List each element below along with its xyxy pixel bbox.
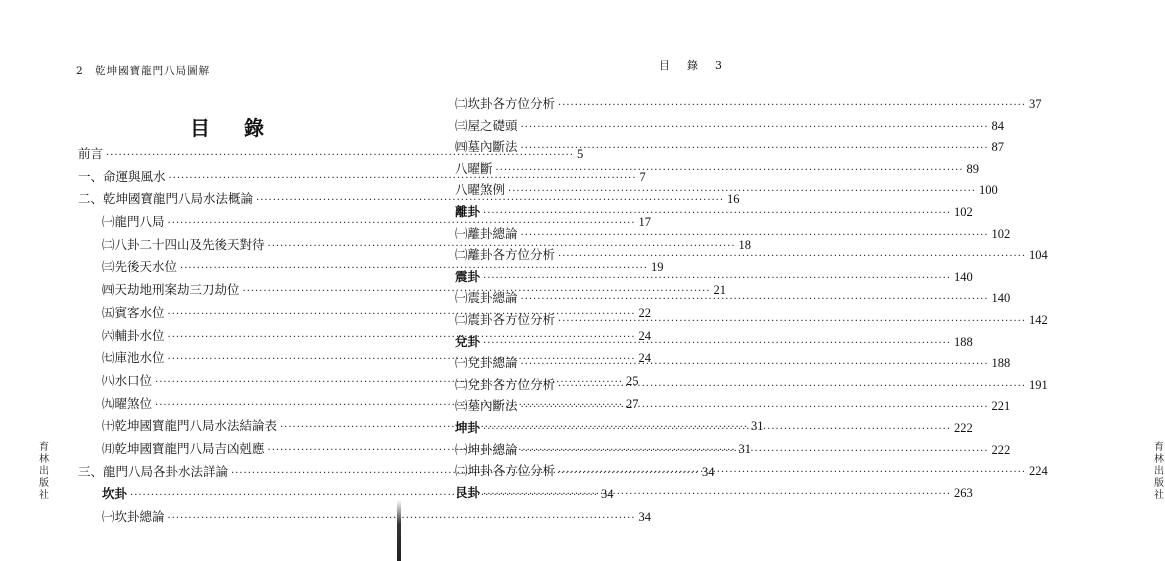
toc-entry-label: 震卦 <box>455 268 481 284</box>
toc-entry-page-number: 34 <box>601 487 614 502</box>
toc-entry-label: 前言 <box>78 146 104 161</box>
toc-dot-leader <box>558 462 1026 484</box>
toc-entry <box>455 266 973 288</box>
toc-entry-page-number: 100 <box>979 183 998 198</box>
toc-entry <box>455 352 1011 374</box>
toc-entry-label: ㈥輔卦水位 <box>102 327 165 343</box>
toc-entry-page-number: 84 <box>991 118 1005 133</box>
toc-entry-page-number: 5 <box>577 147 584 161</box>
toc-dot-leader <box>558 246 1026 268</box>
toc-dot-leader <box>521 441 989 463</box>
toc-entry <box>455 460 1048 482</box>
toc-entry-page-number: 140 <box>991 291 1011 306</box>
toc-dot-leader <box>521 289 989 311</box>
toc-entry-label: ㈢先後天水位 <box>102 259 178 275</box>
toc-entry <box>455 482 973 504</box>
toc-dot-leader <box>483 419 951 441</box>
toc-entry <box>455 115 1005 137</box>
toc-entry-label: 八曜煞例 <box>455 182 506 198</box>
toc-entry-page-number: 18 <box>738 237 752 252</box>
toc-entry-label: ㈡坤卦各方位分析 <box>455 463 556 479</box>
toc-entry-label: 坤卦 <box>455 419 481 435</box>
toc-entry-page-number: 191 <box>1029 377 1048 392</box>
toc-dot-leader <box>521 138 989 160</box>
toc-entry-label: 艮卦 <box>455 484 481 500</box>
toc-entry-page-number: 140 <box>954 269 973 284</box>
toc-title: 目錄 <box>190 116 298 140</box>
toc-entry-page-number: 87 <box>991 140 1005 155</box>
toc-entry-page-number: 21 <box>713 283 727 298</box>
toc-entry-label: ㈧水口位 <box>102 372 153 388</box>
toc-dot-leader <box>558 95 1026 117</box>
toc-entry-page-number: 222 <box>954 420 973 435</box>
toc-entry-label: ㈡震卦各方位分析 <box>455 311 556 327</box>
toc-entry-page-number: 34 <box>638 510 652 524</box>
toc-entry-label: ㈤賓客水位 <box>102 304 165 320</box>
toc-entry-page-number: 188 <box>954 334 973 349</box>
toc-entry-page-number: 263 <box>954 485 973 500</box>
toc-entry-page-number: 19 <box>651 260 664 275</box>
toc-entry-label: ㈠離卦總論 <box>455 225 518 241</box>
toc-dot-leader <box>483 268 951 290</box>
toc-dot-leader <box>483 484 951 506</box>
toc-entry-page-number: 89 <box>966 161 980 176</box>
toc-entry-label: 坎卦 <box>102 486 128 502</box>
toc-entry-label: 一、命運與風水 <box>78 168 166 184</box>
toc-entry <box>455 158 980 180</box>
toc-entry-page-number: 31 <box>738 441 752 456</box>
toc-entry-label: ㈡坎卦各方位分析 <box>455 96 556 111</box>
toc-entry-label: 兌卦 <box>455 333 481 349</box>
right-page-header: 目 錄 3 <box>659 59 725 72</box>
toc-entry-page-number: 7 <box>639 169 646 184</box>
toc-dot-leader <box>508 181 976 203</box>
toc-entry-label: ㈡兌卦各方位分析 <box>455 376 556 392</box>
toc-entry-page-number: 31 <box>751 419 764 434</box>
toc-entry-page-number: 17 <box>638 215 652 230</box>
toc-entry-page-number: 224 <box>1029 464 1048 479</box>
toc-dot-leader <box>521 397 989 419</box>
toc-entry-label: ㈨曜煞位 <box>102 395 153 411</box>
toc-entry-label: ㈢屋之礎頭 <box>455 117 518 133</box>
toc-dot-leader <box>521 354 989 376</box>
toc-entry-label: ㈡離卦各方位分析 <box>455 247 556 263</box>
toc-entry-label: 八曜斷 <box>455 160 493 176</box>
toc-entry-label: ㈠震卦總論 <box>455 290 518 306</box>
toc-entry <box>455 93 1042 115</box>
toc-entry-label: ㈠兌卦總論 <box>455 355 518 371</box>
toc-dot-leader <box>496 160 964 182</box>
toc-entry-label: ㈦庫池水位 <box>102 350 165 366</box>
toc-entry-page-number: 24 <box>638 351 652 366</box>
toc-entry-label: ㈪乾坤國寶龍門八局吉凶剋應 <box>102 440 265 456</box>
toc-entry <box>455 201 973 223</box>
toc-entry <box>455 309 1048 331</box>
toc-entry-page-number: 102 <box>991 226 1011 241</box>
toc-entry-page-number: 102 <box>954 204 973 219</box>
toc-entry-page-number: 142 <box>1029 312 1048 327</box>
toc-dot-leader <box>483 203 951 225</box>
toc-entry-page-number: 34 <box>702 464 715 479</box>
toc-entry-page-number: 104 <box>1029 248 1048 263</box>
toc-entry-label: ㈠坎卦總論 <box>102 509 165 524</box>
toc-entry-label: ㈠龍門八局 <box>102 214 165 230</box>
toc-entry-page-number: 22 <box>638 305 652 320</box>
toc-entry-label: 三、龍門八局各卦水法詳論 <box>78 463 229 479</box>
toc-entry-label: ㈣天劫地刑案劫三刀劫位 <box>102 282 240 298</box>
toc-dot-leader <box>483 333 951 355</box>
toc-entry-label: 二、乾坤國寶龍門八局水法概論 <box>78 191 254 207</box>
toc-entry <box>455 374 1048 396</box>
toc-entry-page-number: 25 <box>626 373 639 388</box>
toc-entry-label: ㈢墓內斷法 <box>455 398 518 414</box>
toc-entry-page-number: 27 <box>626 396 639 411</box>
toc-entry-page-number: 221 <box>991 399 1011 414</box>
toc-entry <box>455 331 973 353</box>
toc-dot-leader <box>521 225 989 247</box>
toc-dot-leader <box>558 376 1026 398</box>
toc-entry-page-number: 16 <box>727 192 740 207</box>
toc-entry-label: 離卦 <box>455 203 481 219</box>
toc-entry <box>78 506 652 529</box>
toc-entry <box>455 287 1011 309</box>
toc-entry-label: ㈣墓內斷法 <box>455 139 518 155</box>
toc-entry-label: ㈠坤卦總論 <box>455 441 518 457</box>
left-publisher-mark: 育林出版社 <box>39 442 49 501</box>
toc-entry-page-number: 37 <box>1029 97 1042 111</box>
toc-entry <box>455 136 1005 158</box>
toc-entry-label: ㈩乾坤國寶龍門八局水法結論表 <box>102 418 278 434</box>
toc-entry-page-number: 222 <box>991 442 1011 457</box>
toc-entry-page-number: 188 <box>991 356 1011 371</box>
right-publisher-mark: 育林出版社 <box>1154 442 1164 501</box>
toc-dot-leader <box>521 117 989 139</box>
toc-entry-page-number: 24 <box>638 328 652 343</box>
toc-entry-label: ㈡八卦二十四山及先後天對待 <box>102 236 265 252</box>
toc-dot-leader <box>558 311 1026 333</box>
toc-entry <box>455 395 1011 417</box>
left-page-header: 2 乾坤國寶龍門八局圖解 <box>76 65 211 77</box>
